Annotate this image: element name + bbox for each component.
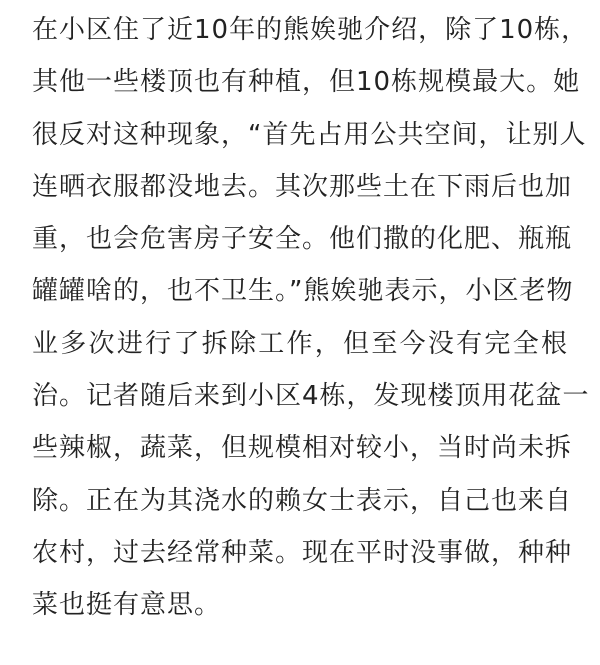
text-line: 业多次进行了拆除工作，但至今没有完全根 bbox=[32, 328, 568, 359]
text-line: 罐罐啥的，也不卫生。”熊娭驰表示，小区老物 bbox=[32, 276, 574, 307]
text-line: 重，也会危害房子安全。他们撒的化肥、瓶瓶 bbox=[32, 224, 573, 255]
text-line: 些辣椒，蔬菜，但规模相对较小，当时尚未拆 bbox=[32, 433, 573, 464]
text-line: 连晒衣服都没地去。其次那些土在下雨后也加 bbox=[32, 171, 573, 202]
text-line: 菜也挺有意思。 bbox=[32, 590, 222, 621]
article-paragraph bbox=[32, 4, 590, 632]
text-line: 其他一些楼顶也有种植，但10栋规模最大。她 bbox=[32, 67, 581, 98]
text-line: 治。记者随后来到小区4栋，发现楼顶用花盆一 bbox=[32, 381, 590, 412]
text-line: 在小区住了近10年的熊娭驰介绍，除了10栋， bbox=[32, 15, 589, 45]
text-line: 很反对这种现象，“首先占用公共空间，让别人 bbox=[32, 119, 587, 150]
text-line: 农村，过去经常种菜。现在平时没事做，种种 bbox=[32, 537, 573, 568]
text-line: 除。正在为其浇水的赖女士表示，自己也来自 bbox=[32, 485, 573, 516]
